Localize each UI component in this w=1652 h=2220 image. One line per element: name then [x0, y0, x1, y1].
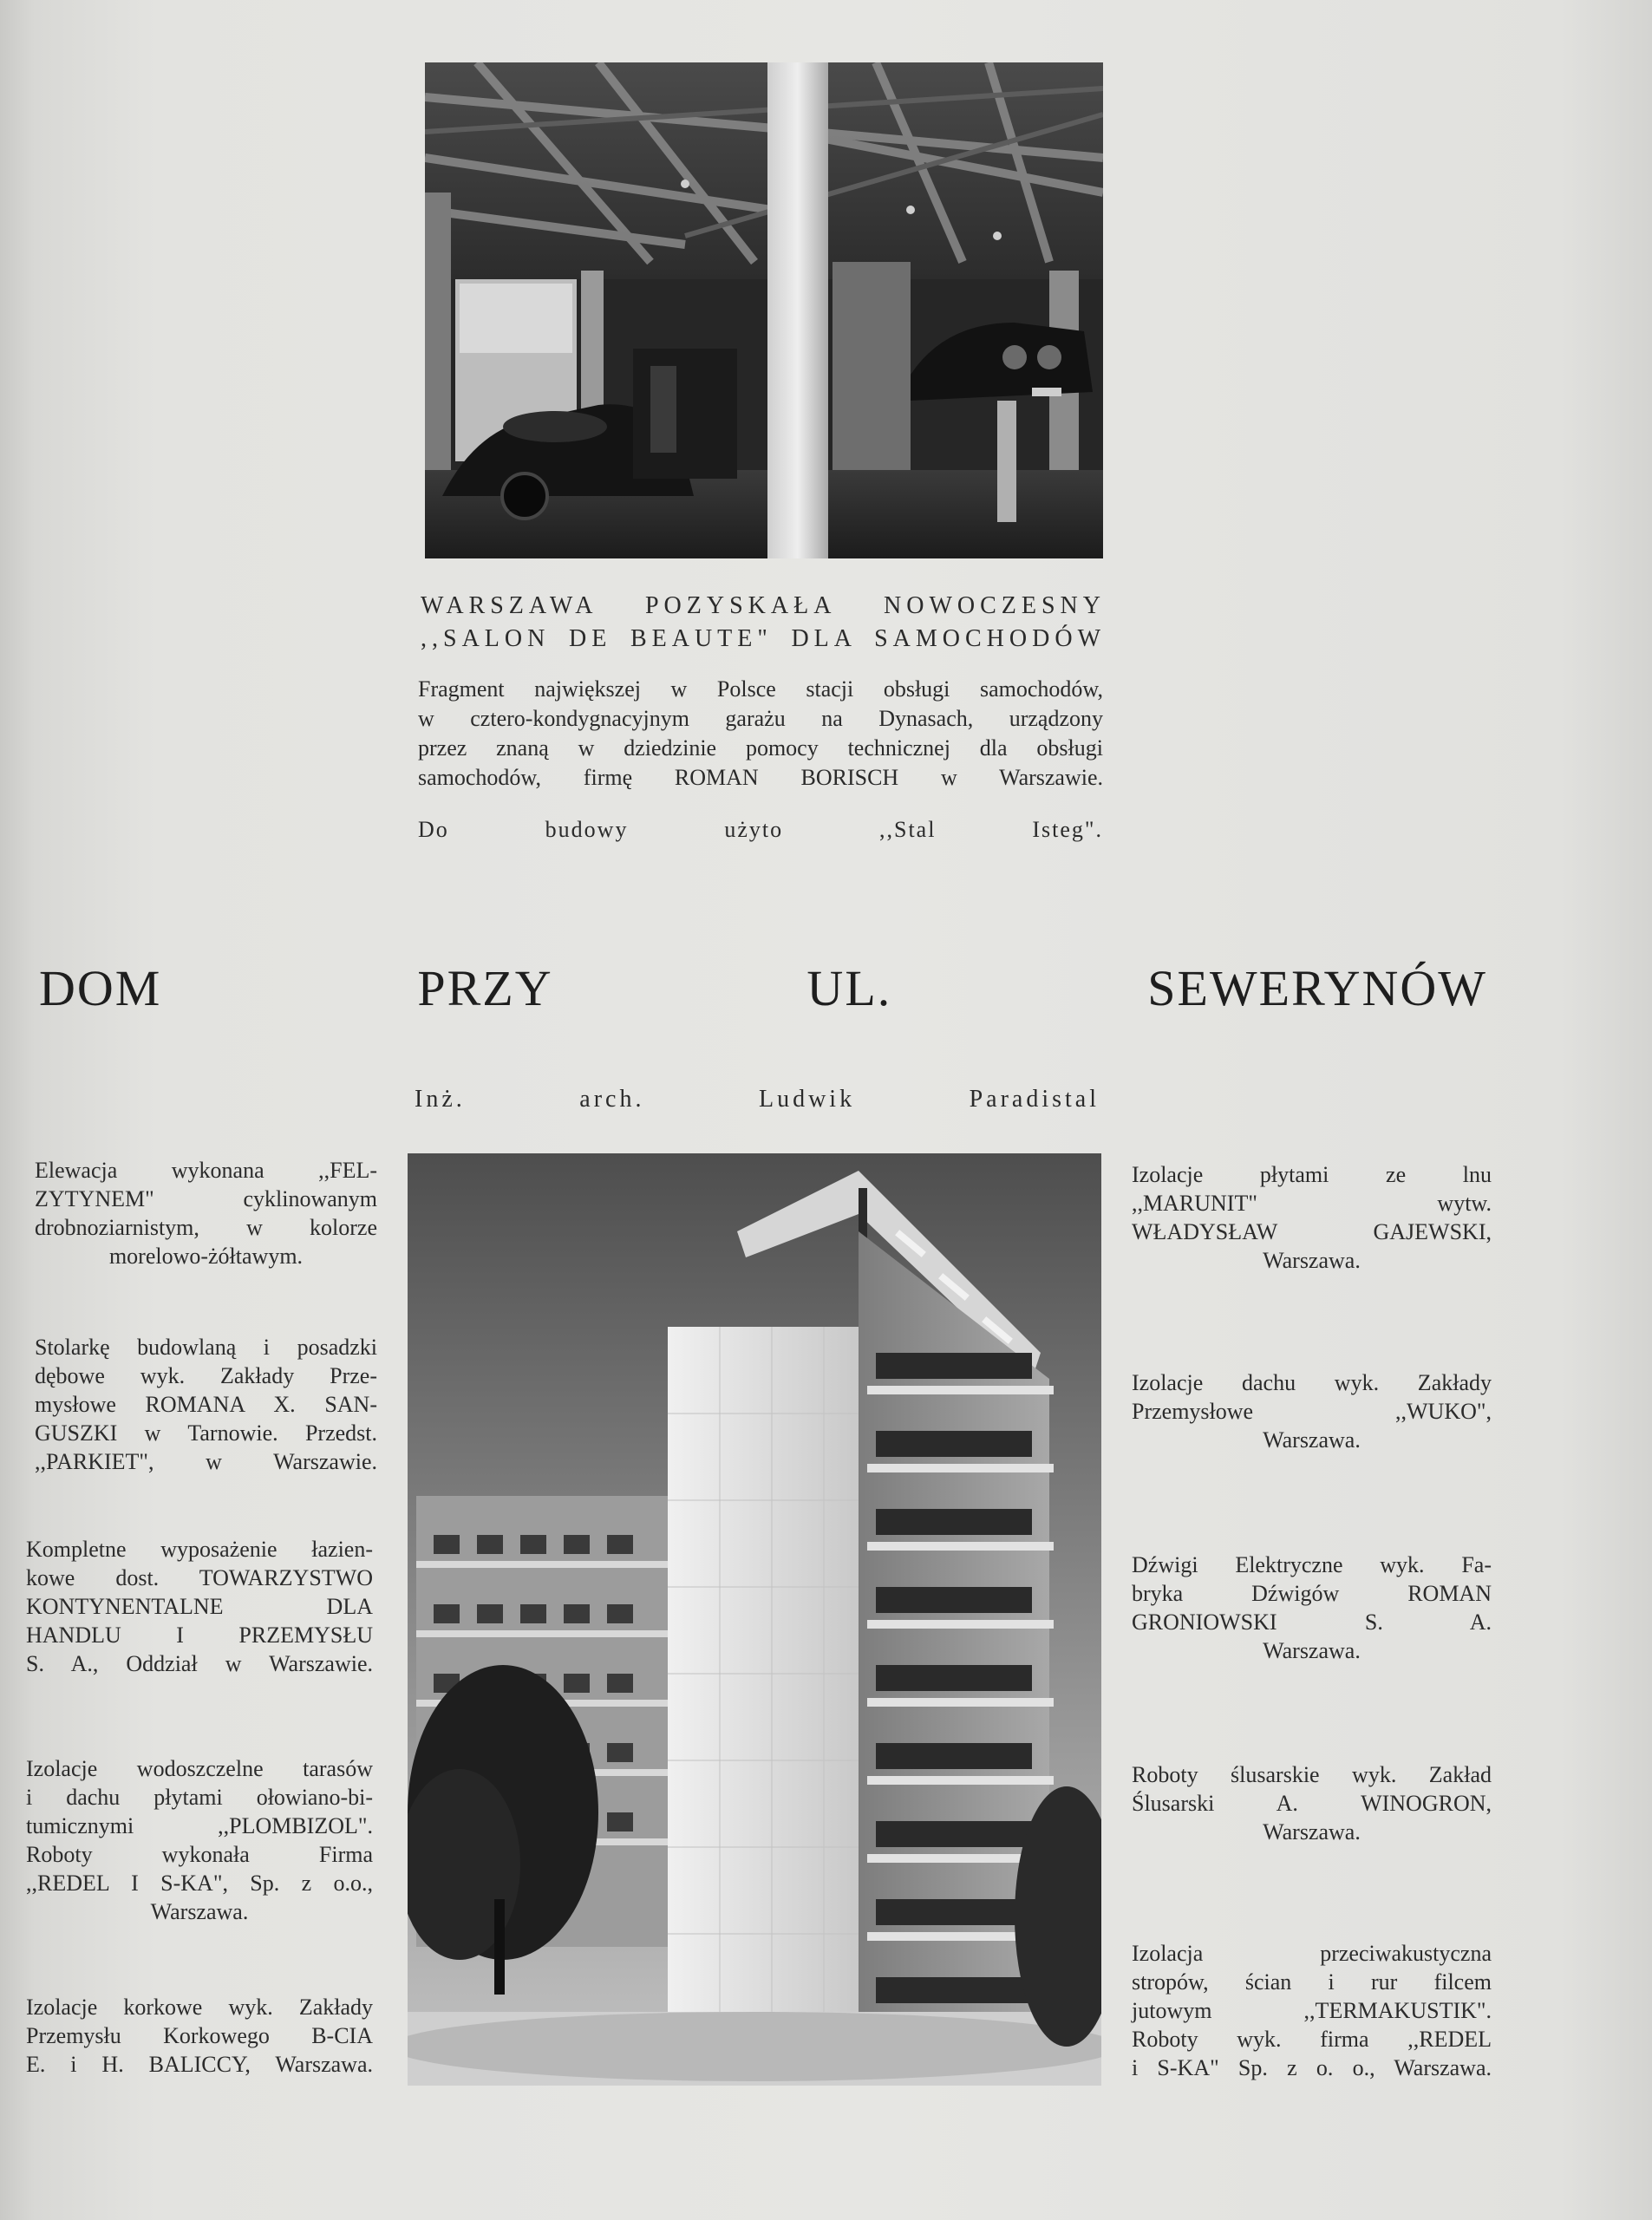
note-line: Przemysłowe ,,WUKO",	[1132, 1399, 1492, 1424]
page-title: DOM PRZY UL. SEWERYNÓW	[39, 960, 1487, 1016]
note-line: Stolarkę budowlaną i posadzki	[35, 1335, 377, 1360]
note-elevators	[1132, 1551, 1492, 1665]
body-line: Fragment największej w Polsce stacji obsługi samochodów,	[418, 676, 1103, 702]
note-elevation	[35, 1156, 377, 1270]
note-cork	[26, 1993, 373, 2079]
note-line: Warszawa.	[1263, 1638, 1361, 1663]
note-line: tumicznymi ,,PLOMBIZOL".	[26, 1813, 373, 1838]
note-line: Roboty wyk. firma ,,REDEL	[1132, 2027, 1492, 2052]
note-line: kowe dost. TOWARZYSTWO	[26, 1565, 373, 1590]
garage-interior-photo	[425, 62, 1103, 558]
garage-caption-note: Do budowy użyto ,,Stal Isteg".	[418, 817, 1103, 842]
note-line: WŁADYSŁAW GAJEWSKI,	[1132, 1219, 1492, 1244]
note-line: Izolacja przeciwakustyczna	[1132, 1941, 1492, 1966]
note-line: ZYTYNEM" cyklinowanym	[35, 1186, 377, 1211]
note-line: Warszawa.	[1263, 1427, 1361, 1453]
note-line: E. i H. BALICCY, Warszawa.	[26, 2052, 373, 2077]
note-line: Roboty wykonała Firma	[26, 1842, 373, 1867]
note-line: GRONIOWSKI S. A.	[1132, 1610, 1492, 1635]
note-line: HANDLU I PRZEMYSŁU	[26, 1623, 373, 1648]
note-line: Ślusarski A. WINOGRON,	[1132, 1791, 1492, 1816]
note-line: Warszawa.	[1263, 1819, 1361, 1845]
building-photo-image	[408, 1153, 1101, 2086]
note-locksmith	[1132, 1760, 1492, 1846]
note-acoustic	[1132, 1939, 1492, 2082]
note-line: mysłowe ROMANA X. SAN-	[35, 1392, 377, 1417]
note-line: Izolacje dachu wyk. Zakłady	[1132, 1370, 1492, 1395]
note-line: S. A., Oddział w Warszawie.	[26, 1651, 373, 1676]
note-line: ,,PARKIET", w Warszawie.	[35, 1449, 377, 1474]
note-marunit	[1132, 1160, 1492, 1275]
note-line: jutowym ,,TERMAKUSTIK".	[1132, 1998, 1492, 2023]
note-line: bryka Dźwigów ROMAN	[1132, 1581, 1492, 1606]
body-line: samochodów, firmę ROMAN BORISCH w Warszawie.	[418, 765, 1103, 790]
note-roof	[1132, 1368, 1492, 1454]
note-line: Przemysłu Korkowego B-CIA	[26, 2023, 373, 2048]
note-line: Dźwigi Elektryczne wyk. Fa-	[1132, 1552, 1492, 1577]
note-bathroom	[26, 1535, 373, 1678]
building-photo	[408, 1153, 1101, 2086]
note-line: morelowo-żółtawym.	[108, 1244, 304, 1269]
garage-caption-heading	[421, 590, 1106, 656]
note-line: Izolacje płytami ze lnu	[1132, 1162, 1492, 1187]
note-line: ,,MARUNIT" wytw.	[1132, 1191, 1492, 1216]
note-line: GUSZKI w Tarnowie. Przedst.	[35, 1420, 377, 1446]
note-line: Warszawa.	[1263, 1248, 1361, 1273]
note-line: Kompletne wyposażenie łazien-	[26, 1537, 373, 1562]
note-line: ,,REDEL I S-KA", Sp. z o.o.,	[26, 1871, 373, 1896]
note-line: i dachu płytami ołowiano-bi-	[26, 1785, 373, 1810]
note-line: stropów, ścian i rur filcem	[1132, 1969, 1492, 1995]
note-line: Elewacja wykonana ,,FEL-	[35, 1158, 377, 1183]
note-line: dębowe wyk. Zakłady Prze-	[35, 1363, 377, 1388]
note-line: Roboty ślusarskie wyk. Zakład	[1132, 1762, 1492, 1787]
note-joinery	[35, 1333, 377, 1476]
note-line: i S-KA" Sp. z o. o., Warszawa.	[1132, 2055, 1492, 2080]
body-line: w cztero-kondygnacyjnym garażu na Dynasach, urządzony	[418, 706, 1103, 731]
architect-credit: Inż. arch. Ludwik Paradistal	[415, 1086, 1100, 1113]
note-line: KONTYNENTALNE DLA	[26, 1594, 373, 1619]
note-line: drobnoziarnistym, w kolorze	[35, 1215, 377, 1240]
heading-line: WARSZAWA POZYSKAŁA NOWOCZESNY	[421, 592, 1106, 619]
note-line: Izolacje korkowe wyk. Zakłady	[26, 1995, 373, 2020]
note-line: Izolacje wodoszczelne tarasów	[26, 1756, 373, 1781]
heading-line: ,,SALON DE BEAUTE" DLA SAMOCHODÓW	[421, 625, 1106, 652]
note-line: Warszawa.	[150, 1899, 249, 1924]
note-waterproofing	[26, 1754, 373, 1926]
garage-photo-image	[425, 62, 1103, 558]
body-line: przez znaną w dziedzinie pomocy technicznej dla obsługi	[418, 735, 1103, 761]
garage-caption-body	[418, 675, 1103, 793]
